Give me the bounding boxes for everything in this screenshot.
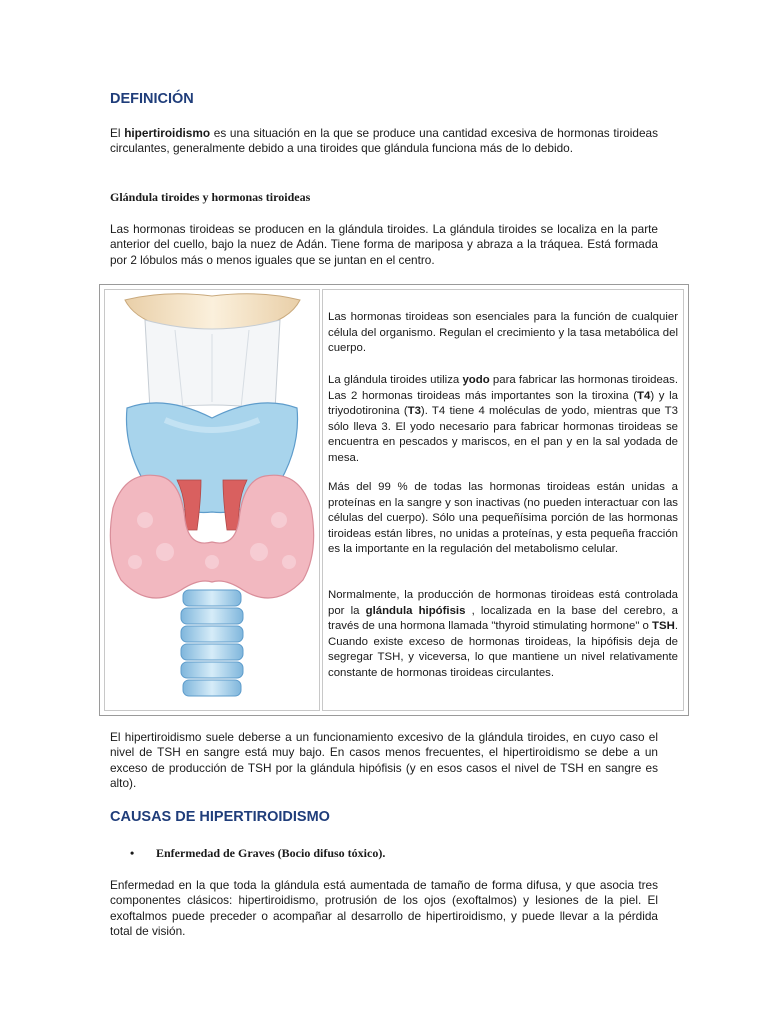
box-paragraph-2: La glándula tiroides utiliza yodo para fabricar las hormonas tiroideas. Las 2 hormonas tiroideas más importantes son la tiroxina (T4) y la triyodotironina (T3). T4 tiene 4 moléculas de yodo, mientras que T3 sólo lleva 3. El yodo necesario para fabricar hormonas tiroideas se encuentra en pescados y mariscos, en el pan y en la sal yodada de mesa. xyxy=(328,374,678,464)
bullet-text: Enfermedad de Graves (Bocio difuso tóxico). xyxy=(156,846,386,860)
thyroid-illustration-cell xyxy=(104,289,320,711)
term-tsh: TSH xyxy=(652,620,675,633)
thyroid-illustration xyxy=(105,290,319,710)
section-title-definicion: DEFINICIÓN xyxy=(110,91,194,107)
info-text-cell xyxy=(322,289,684,711)
gland-paragraph: Las hormonas tiroideas se producen en la glándula tiroides. La glándula tiroides se localiza en la parte anterior del cuello, bajo la nuez de Adán. Tiene forma de mariposa y abraza a la tráquea. Está formada por 2 lóbulos más o menos iguales que se juntan en el centro. xyxy=(110,222,658,267)
after-box-paragraph: El hipertiroidismo suele deberse a un funcionamiento excesivo de la glándula tiroides, en cuyo caso el nivel de TSH en sangre está muy bajo. En casos menos frecuentes, el hipertiroidismo se debe a un exceso de producción de TSH por la glándula hipófisis (y en esos casos el nivel de TSH en sangre es alto). xyxy=(110,730,658,791)
term-hipertiroidismo: hipertiroidismo xyxy=(124,126,211,140)
term-t3: T3 xyxy=(407,405,421,418)
term-glandula-hipofisis: glándula hipófisis xyxy=(365,604,466,617)
box-paragraph-1: Las hormonas tiroideas son esenciales para la función de cualquier célula del organismo. Regulan el crecimiento y la tasa metabólica del cuerpo. xyxy=(328,311,678,355)
intro-paragraph: El hipertiroidismo es una situación en la que se produce una cantidad excesiva de hormonas tiroideas circulantes, generalmente debido a una tiroides que glándula funciona más de lo debido. xyxy=(110,126,658,156)
box-paragraph-4: Normalmente, la producción de hormonas tiroideas está controlada por la glándula hipófisis , localizada en la base del cerebro, a través de una hormona llamada "thyroid stimulating hormone" o TSH. Cuando existe exceso de hormonas tiroideas, la hipófisis deja de segregar TSH, y viceversa, lo que mantiene un nivel relativamente constante de hormonas tiroideas circulantes. xyxy=(328,589,679,679)
term-yodo: yodo xyxy=(462,374,490,386)
bullet-graves xyxy=(130,846,385,861)
bullet-dot: • xyxy=(130,846,135,860)
term-t4: T4 xyxy=(637,389,651,402)
info-table xyxy=(99,284,689,716)
gland-heading: Glándula tiroides y hormonas tiroideas xyxy=(110,190,311,204)
box-paragraph-3: Más del 99 % de todas las hormonas tiroideas están unidas a proteínas en la sangre y son inactivas (no pueden interactuar con las células del cuerpo). Sólo una pequeñísima porción de las hormonas tiroideas están libres, no unidas a proteínas, y esta pequeña fracción es la importante en la regulación del metabolismo celular. xyxy=(328,481,678,556)
section-title-causas: CAUSAS DE HIPERTIROIDISMO xyxy=(110,809,330,825)
graves-paragraph: Enfermedad en la que toda la glándula está aumentada de tamaño de forma difusa, y que asocia tres componentes clásicos: hipertiroidismo, protrusión de los ojos (exoftalmos) y lesiones de la piel. El exoftalmos puede preceder o acompañar al desarrollo de hipertiroidismo, y puede llevar a la pérdida total de visión. xyxy=(110,878,658,939)
